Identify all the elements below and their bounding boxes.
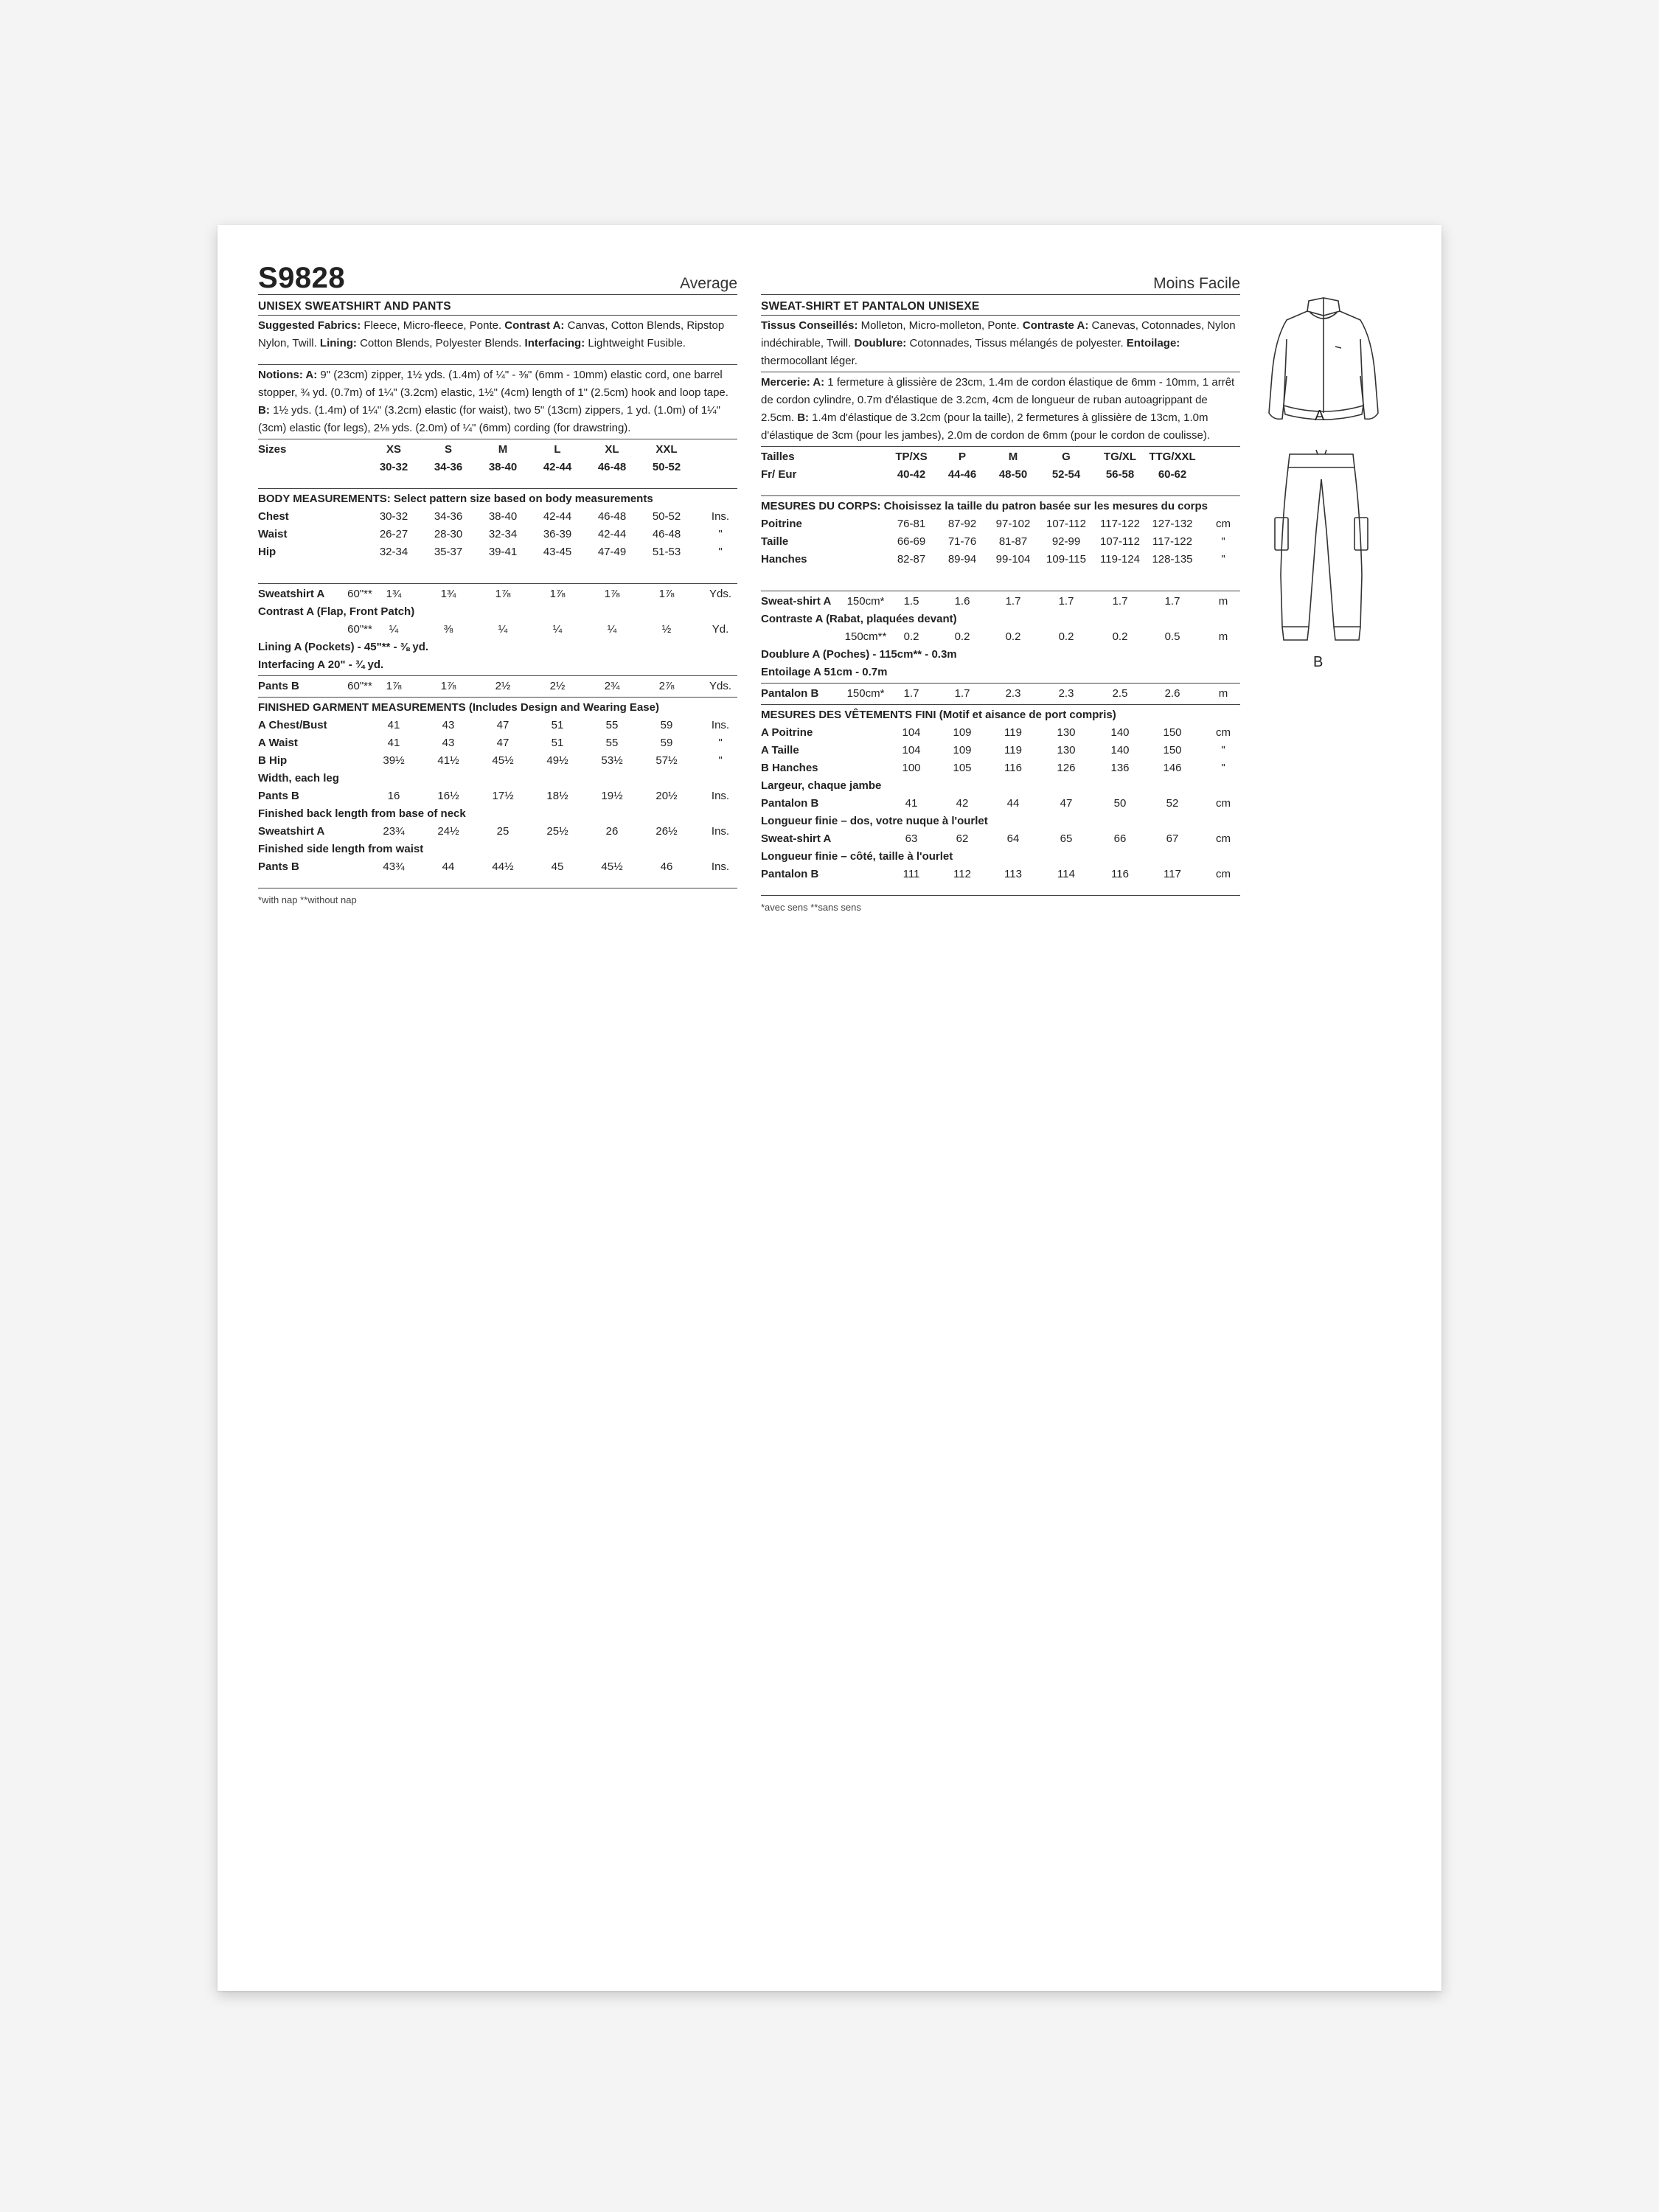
view-b-label: B <box>1313 654 1324 670</box>
interfacing-row: Interfacing A 20" - ¾ yd. <box>258 658 384 671</box>
body-measurements-title-fr: MESURES DU CORPS: Choisissez la taille du patron basée sur les mesures du corps <box>761 500 1208 512</box>
table-row: Pants B 16 16½ 17½ 18½ 19½ 20½ Ins. <box>258 790 730 802</box>
view-a-label: A <box>1315 408 1325 424</box>
table-row: 150cm** 0.2 0.2 0.2 0.2 0.2 0.5 m <box>844 630 1228 643</box>
table-row: Hip 32-34 35-37 39-41 43-45 47-49 51-53 " <box>258 546 723 558</box>
notions-text: Notions: A: 9" (23cm) zipper, 1½ yds. (1.4m) of ¼" - ⅜" (6mm - 10mm) elastic cord, one barrel stopper, ¾ yd. (0.7m) of 1¼" (3.2cm) elastic, 1½" (4cm) length of 1" (2.5cm) hook and loop tape. B: 1½ yds. (1.4m) of 1¼" (3.2cm) elastic (for waist), two 5" (13cm) zippers, 1 yd. (1.0m) of 1¼" (3cm) elastic (for legs), 2⅛ yds. (2.0m) of ¼" (6mm) cording (for drawstring). <box>258 369 728 434</box>
lining-row-fr: Doublure A (Poches) - 115cm** - 0.3m <box>761 648 957 661</box>
sizes-row-fr: Tailles TP/XS P M G TG/XL TTG/XXL <box>761 451 1196 463</box>
table-row: Pantalon B 41 42 44 47 50 52 cm <box>761 797 1231 810</box>
body-measurements-title: BODY MEASUREMENTS: Select pattern size based on body measurements <box>258 493 653 505</box>
pattern-code: S9828 <box>258 262 346 294</box>
english-column <box>258 260 737 905</box>
footnote-fr: *avec sens **sans sens <box>761 902 861 913</box>
pattern-title-fr: SWEAT-SHIRT ET PANTALON UNISEXE <box>761 300 980 313</box>
pants-illustration <box>1273 450 1369 649</box>
side-length-label: Finished side length from waist <box>258 843 424 855</box>
side-length-label-fr: Longueur finie – côté, taille à l'ourlet <box>761 850 953 863</box>
table-row: Sweat-shirt A 150cm* 1.5 1.6 1.7 1.7 1.7 1.7 m <box>761 595 1228 608</box>
table-row: Chest 30-32 34-36 38-40 42-44 46-48 50-52 Ins. <box>258 510 730 523</box>
table-row: Sweatshirt A 60"** 1¾ 1¾ 1⅞ 1⅞ 1⅞ 1⅞ Yds. <box>258 588 731 600</box>
finished-measurements-title-fr: MESURES DES VÊTEMENTS FINI (Motif et aisance de port compris) <box>761 709 1116 721</box>
table-row: Pants B 43¾ 44 44½ 45 45½ 46 Ins. <box>258 860 730 873</box>
size-ranges-row: 30-32 34-36 38-40 42-44 46-48 50-52 <box>379 461 681 473</box>
width-label-fr: Largeur, chaque jambe <box>761 779 882 792</box>
table-row: A Poitrine 104 109 119 130 140 150 cm <box>761 726 1231 739</box>
fabrics-text-fr: Tissus Conseillés: Molleton, Micro-molleton, Ponte. Contraste A: Canevas, Cotonnades, Nylon indéchirable, Twill. Doublure: Cotonnades, Tissus mélangés de polyester. Entoilage: thermocollant léger. <box>761 319 1236 367</box>
pattern-back-sheet <box>218 225 1441 1991</box>
table-row: A Chest/Bust 41 43 47 51 55 59 Ins. <box>258 719 730 731</box>
table-row: B Hanches 100 105 116 126 136 146 " <box>761 762 1225 774</box>
table-row: Pantalon B 150cm* 1.7 1.7 2.3 2.3 2.5 2.6 m <box>761 687 1228 700</box>
pattern-title: UNISEX SWEATSHIRT AND PANTS <box>258 300 451 313</box>
back-length-label: Finished back length from base of neck <box>258 807 466 820</box>
fabrics-text: Suggested Fabrics: Fleece, Micro-fleece, Ponte. Contrast A: Canvas, Cotton Blends, Ripstop Nylon, Twill. Lining: Cotton Blends, Polyester Blends. Interfacing: Lightweight Fusible. <box>258 319 725 349</box>
table-row: Hanches 82-87 89-94 99-104 109-115 119-124 128-135 " <box>761 553 1225 566</box>
table-row: Waist 26-27 28-30 32-34 36-39 42-44 46-48 " <box>258 528 723 540</box>
table-row: Sweatshirt A 23¾ 24½ 25 25½ 26 26½ Ins. <box>258 825 730 838</box>
table-row: Poitrine 76-81 87-92 97-102 107-112 117-122 127-132 cm <box>761 518 1231 530</box>
footnote: *with nap **without nap <box>258 894 357 905</box>
contrast-label: Contrast A (Flap, Front Patch) <box>258 605 415 618</box>
lining-row: Lining A (Pockets) - 45"** - ⅜ yd. <box>258 641 429 653</box>
back-length-label-fr: Longueur finie – dos, votre nuque à l'ourlet <box>761 815 988 827</box>
table-row: A Taille 104 109 119 130 140 150 " <box>761 744 1225 757</box>
difficulty-level: Average <box>680 275 737 292</box>
table-row: Taille 66-69 71-76 81-87 92-99 107-112 117-122 " <box>761 535 1225 548</box>
interfacing-row-fr: Entoilage A 51cm - 0.7m <box>761 666 888 678</box>
table-row: A Waist 41 43 47 51 55 59 " <box>258 737 723 749</box>
width-label: Width, each leg <box>258 772 339 785</box>
table-row: Pants B 60"** 1⅞ 1⅞ 2½ 2½ 2¾ 2⅞ Yds. <box>258 680 731 692</box>
contrast-label-fr: Contraste A (Rabat, plaquées devant) <box>761 613 957 625</box>
notions-text-fr: Mercerie: A: 1 fermeture à glissière de 23cm, 1.4m de cordon élastique de 6mm - 10mm, 1 arrêt de cordon cylindre, 0.7m d'élastique de 3.2cm, 4cm de longueur de ruban autoagrippant de 2.5cm. B: 1.4m d'élastique de 3.2cm (pour la taille), 2 fermetures à glissière de 13cm, 1.0m d'élastique de 3cm (pour les jambes), 2.0m de cordon de 6mm (pour le cordon de coulisse). <box>761 376 1235 442</box>
sizes-row: Sizes XS S M L XL XXL <box>258 443 678 456</box>
table-row: B Hip 39½ 41½ 45½ 49½ 53½ 57½ " <box>258 754 723 767</box>
table-row: Sweat-shirt A 63 62 64 65 66 67 cm <box>761 832 1231 845</box>
table-row: 60"** ¼ ⅜ ¼ ¼ ¼ ½ Yd. <box>347 623 729 636</box>
size-ranges-row-fr: Fr/ Eur 40-42 44-46 48-50 52-54 56-58 60-62 <box>761 468 1187 481</box>
difficulty-level-fr: Moins Facile <box>1153 275 1240 292</box>
finished-measurements-title: FINISHED GARMENT MEASUREMENTS (Includes Design and Wearing Ease) <box>258 701 659 714</box>
table-row: Pantalon B 111 112 113 114 116 117 cm <box>761 868 1231 880</box>
french-column <box>761 260 1240 913</box>
